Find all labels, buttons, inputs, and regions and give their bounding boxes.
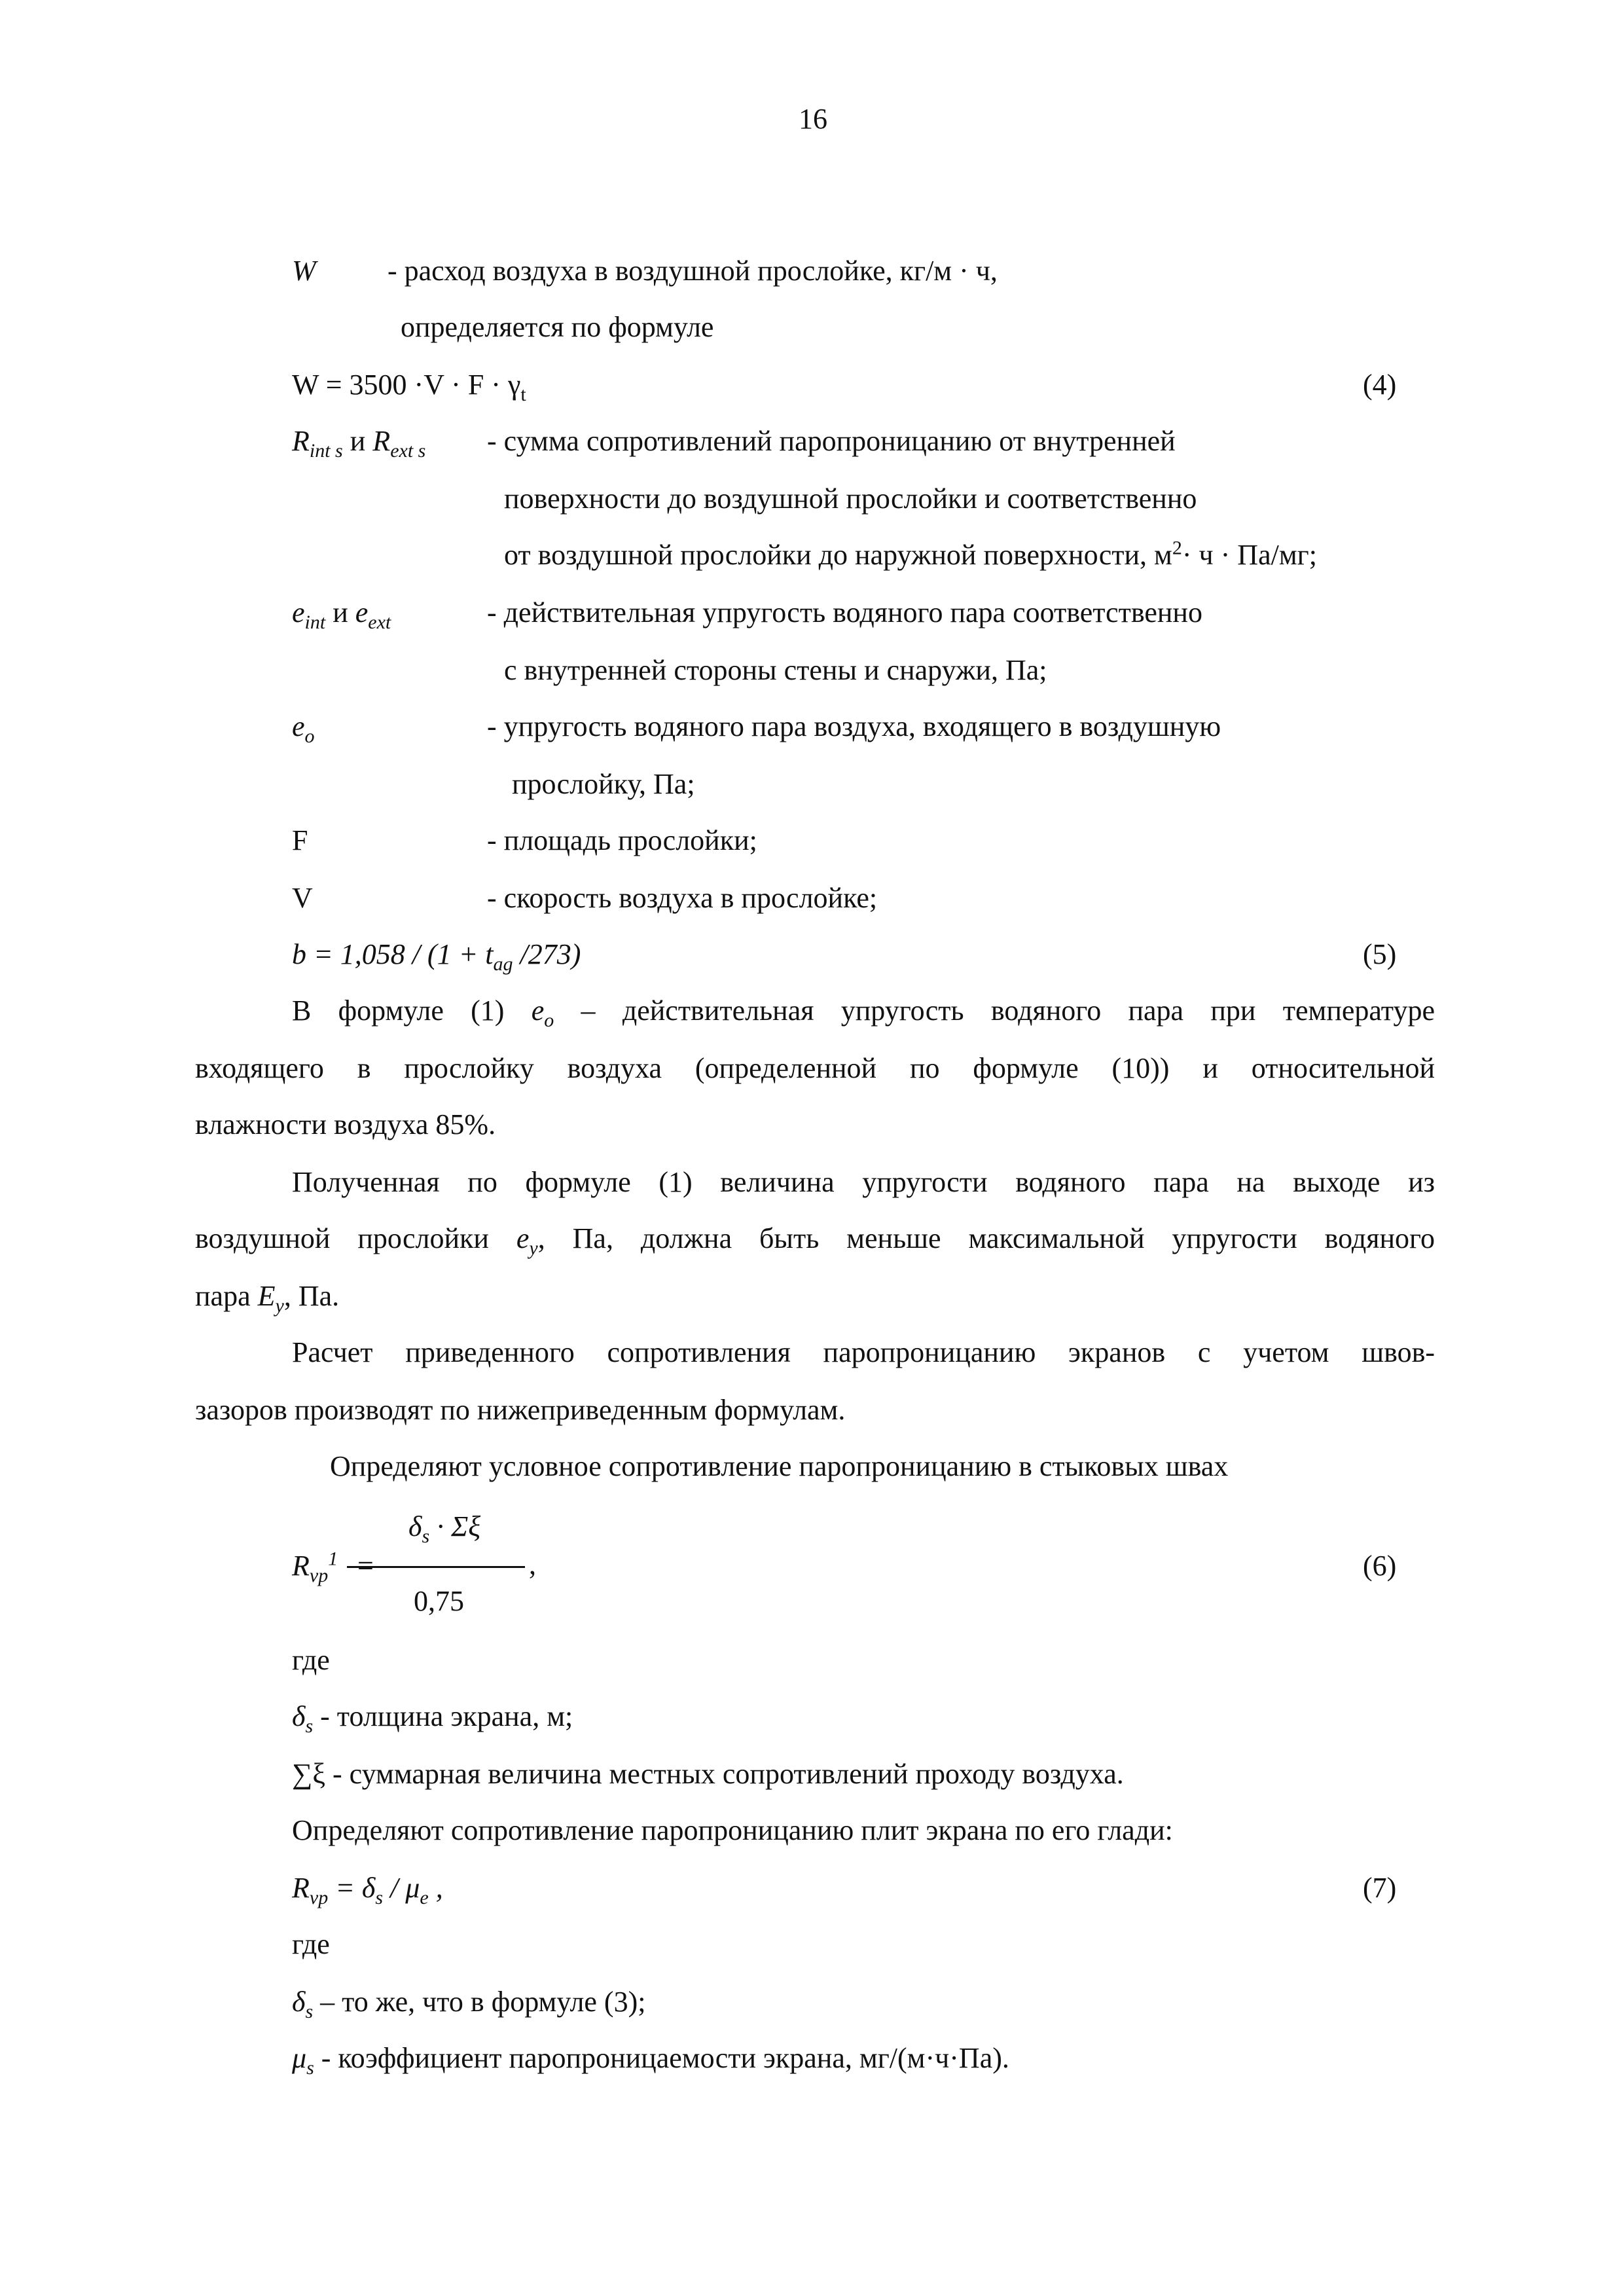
symbol-e-int-ext <box>292 596 391 633</box>
r-ext-symbol: R <box>372 425 391 457</box>
delta-sub: s <box>305 1715 314 1737</box>
w-description: - расход воздуха в воздушной прослойке, кг/м · ч, <box>388 255 998 287</box>
delta-s-definition <box>292 1700 573 1737</box>
r-vp-sup: 1 <box>328 1548 338 1570</box>
delta-sub: s <box>375 1886 384 1908</box>
paragraph-1-line-1 <box>292 994 1435 1031</box>
sum-xi-symbol: ∑ξ <box>292 1758 325 1790</box>
mu-sub: s <box>306 2056 314 2079</box>
symbol-r-int-ext <box>292 425 426 462</box>
delta-symbol: δ <box>292 1986 306 2018</box>
and-word: и <box>342 425 373 457</box>
e-o-sub: o <box>304 725 315 747</box>
symbol-v: V <box>292 882 313 914</box>
big-e-y-symbol: E <box>257 1280 276 1312</box>
equation-4-body: W = 3500 ·V · F · γ <box>292 369 521 401</box>
equation-4-sub: t <box>520 383 526 405</box>
paragraph-2-text: воздушной прослойки <box>195 1222 516 1254</box>
mu-symbol: μ <box>292 2042 307 2074</box>
equation-5-number: (5) <box>1363 938 1397 970</box>
e-o-description: - упругость водяного пара воздуха, входящего в воздушную <box>487 710 1221 742</box>
paragraph-1-text: В формуле (1) <box>292 994 532 1027</box>
v-description: - скорость воздуха в прослойке; <box>487 882 878 914</box>
delta-symbol: = δ <box>328 1872 376 1904</box>
page-number: 16 <box>799 103 827 135</box>
e-description-cont: с внутренней стороны стены и снаружи, Па; <box>504 654 1047 686</box>
paragraph-2-line-1: Полученная по формуле (1) величина упругости водяного пара на выходе из <box>292 1166 1435 1198</box>
r-description-sup: 2 <box>1172 537 1182 559</box>
r-vp-sub: vp <box>309 1564 329 1586</box>
e-description: - действительная упругость водяного пара соответственно <box>487 596 1202 629</box>
r-vp-symbol: R <box>292 1550 310 1582</box>
equation-6-lhs <box>292 1548 338 1586</box>
equation-6-comma: , <box>529 1548 536 1580</box>
fraction-bar <box>347 1566 525 1568</box>
e-int-sub: int <box>304 611 326 633</box>
r-description-text: от воздушной прослойки до наружной поверхности, м <box>504 539 1172 571</box>
where-label-2: где <box>292 1928 330 1960</box>
equation-5-sub: ag <box>493 953 513 975</box>
r-description: - сумма сопротивлений паропроницанию от внутренней <box>487 425 1176 457</box>
paragraph-2-text-cont: , Па. <box>283 1280 340 1312</box>
e-o-symbol: e <box>531 994 545 1027</box>
r-description-cont-1: поверхности до воздушной прослойки и соответственно <box>504 483 1197 515</box>
equation-5-body: b = 1,058 / (1 + t <box>292 938 494 970</box>
mu-s-definition <box>292 2042 1009 2079</box>
equation-7-number: (7) <box>1363 1872 1397 1904</box>
sum-xi-definition <box>292 1760 1124 1789</box>
mu-description: - коэффициент паропроницаемости экрана, мг/(м·ч·Па). <box>314 2042 1009 2074</box>
e-o-description-cont: прослойку, Па; <box>512 768 695 800</box>
e-ext-sub: ext <box>368 611 391 633</box>
paragraph-1-line-3: влажности воздуха 85%. <box>195 1108 496 1140</box>
symbol-w: W <box>292 255 316 287</box>
mu-symbol: / μ <box>383 1872 420 1904</box>
paragraph-4: Определяют условное сопротивление паропроницанию в стыковых швах <box>330 1450 1229 1482</box>
paragraph-1-text-cont: – действительная упругость водяного пара при температуре <box>554 994 1435 1027</box>
paragraph-3-line-1: Расчет приведенного сопротивления паропроницанию экранов с учетом швов- <box>292 1336 1435 1368</box>
where-label-1: где <box>292 1644 330 1676</box>
equation-4 <box>292 369 526 405</box>
and-word: и <box>325 596 355 629</box>
r-int-sub: int s <box>309 439 343 462</box>
equation-7-comma: , <box>428 1872 443 1904</box>
delta-symbol: δ <box>408 1510 422 1542</box>
equation-7 <box>292 1872 443 1908</box>
delta-description: - толщина экрана, м; <box>313 1700 573 1732</box>
e-ext-symbol: e <box>355 596 369 629</box>
equation-5 <box>292 938 581 975</box>
r-vp-sub: vp <box>309 1886 329 1908</box>
equation-6-equals: = <box>357 1550 374 1582</box>
w-description-cont: определяется по формуле <box>401 311 714 343</box>
delta-sub: s <box>422 1525 430 1547</box>
e-o-symbol: e <box>292 710 305 742</box>
r-description-units: · ч · Па/мг; <box>1182 539 1317 571</box>
paragraph-2-line-3 <box>195 1280 340 1317</box>
equation-4-number: (4) <box>1363 369 1397 401</box>
sum-xi-description: - суммарная величина местных сопротивлений проходу воздуха. <box>325 1758 1124 1790</box>
delta-sub: s <box>305 2000 314 2022</box>
paragraph-2-text: пара <box>195 1280 258 1312</box>
r-ext-sub: ext s <box>390 439 426 462</box>
delta-reference-text: – то же, что в формуле (3); <box>313 1986 646 2018</box>
symbol-e-o <box>292 710 315 747</box>
numerator-tail: · Σξ <box>429 1510 481 1542</box>
r-description-cont-2 <box>504 537 1317 571</box>
paragraph-2-line-2 <box>195 1222 1435 1259</box>
equation-6-denominator: 0,75 <box>414 1585 464 1617</box>
paragraph-2-text-cont: , Па, должна быть меньше максимальной упругости водяного <box>537 1222 1435 1254</box>
paragraph-5: Определяют сопротивление паропроницанию плит экрана по его глади: <box>292 1814 1173 1846</box>
e-y-symbol: e <box>516 1222 530 1254</box>
f-description: - площадь прослойки; <box>487 824 757 856</box>
equation-6-numerator <box>408 1510 481 1547</box>
r-int-symbol: R <box>292 425 310 457</box>
mu-sub: e <box>420 1886 429 1908</box>
equation-6-number: (6) <box>1363 1550 1397 1582</box>
r-vp-symbol: R <box>292 1872 310 1904</box>
e-o-sub: o <box>544 1009 554 1031</box>
e-y-sub: y <box>529 1237 538 1259</box>
big-e-y-sub: y <box>275 1294 284 1317</box>
symbol-f: F <box>292 824 308 856</box>
paragraph-1-line-2: входящего в прослойку воздуха (определенной по формуле (10)) и относительной <box>195 1052 1435 1084</box>
delta-symbol: δ <box>292 1700 306 1732</box>
delta-s-reference <box>292 1986 646 2022</box>
e-int-symbol: e <box>292 596 305 629</box>
equation-5-tail: /273) <box>513 938 581 970</box>
paragraph-3-line-2: зазоров производят по нижеприведенным формулам. <box>195 1394 846 1426</box>
